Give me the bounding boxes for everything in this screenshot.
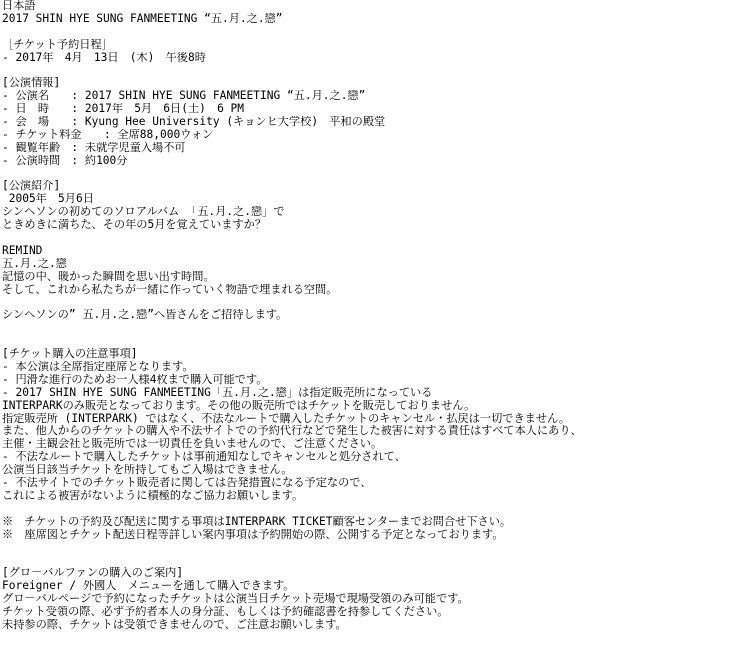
text-line: [2, 64, 736, 77]
text-line: - チケット料金 : 全席88,000ウォン: [2, 128, 214, 141]
text-line: 日本語: [2, 0, 36, 12]
text-line: - 不法なルートで購入したチケットは事前通知なしでキャンセルと処分されて、: [2, 451, 406, 464]
text-line: REMIND: [2, 244, 43, 257]
text-line: 2005年 5月6日: [2, 193, 94, 206]
text-line: ※ チケットの予約及び配送に関する事項はINTERPARK TICKET顧客センターまでお問合せ下さい。: [2, 515, 512, 528]
text-line: そして、これから私たちが一緒に作っていく物語で埋まれる空間。: [2, 283, 338, 296]
text-line: [2, 296, 736, 309]
text-line: - 不法サイトでのチケット販売者に関しては告発措置になる予定なので、: [2, 476, 372, 489]
text-line: [公演紹介]: [2, 180, 61, 193]
text-line: - 2017年 4月 13日 (木) 午後8時: [2, 51, 206, 64]
text-line: [2, 26, 736, 39]
text-line: 未持参の際、チケットは受領できませんので、ご注意お願いします。: [2, 618, 347, 631]
document-body: [2, 0, 736, 632]
text-line: 2017 SHIN HYE SUNG FANMEETING “五.月.之.戀”: [2, 12, 283, 25]
text-line: シンヘソンの” 五.月.之.戀”へ皆さんをご招待します。: [2, 309, 288, 322]
text-line: - 観覧年齢 : 未就学児童入場不可: [2, 141, 186, 154]
text-line: - 円滑な進行のためお一人様4枚まで購入可能です。: [2, 373, 268, 386]
text-line: - 公演時間 : 約100分: [2, 154, 128, 167]
text-line: [2, 168, 736, 181]
text-line: ときめきに満ちた、その年の5月を覚えていますか？: [2, 219, 267, 232]
text-line: これによる被害がないように積極的なご協力お願いします。: [2, 489, 304, 502]
text-line: - 日 時 : 2017年 5月 6日(土) 6 PM: [2, 103, 245, 116]
text-line: 記憶の中、暖かった瞬間を思い出す時間。: [2, 270, 215, 283]
text-line: [2, 503, 736, 516]
text-line: ※ 座席図とチケット配送日程等詳しい案内事項は予約開始の際、公開する予定となっております。: [2, 528, 504, 541]
text-line: Foreigner / 外國人 メニューを通して購入できます。: [2, 580, 295, 593]
text-line: シンヘソンの初めてのソロアルバム 「五.月.之.戀」で: [2, 206, 285, 219]
text-line: - 本公演は全席指定座席となります。: [2, 360, 194, 373]
text-line: - 会 場 : Kyung Hee University (キョンヒ大学校) 平和の殿堂: [2, 116, 386, 129]
text-line: [2, 232, 736, 245]
text-line: [2, 322, 736, 335]
text-line: 公演当日該当チケットを所持してもご入場はできません。: [2, 464, 293, 477]
text-line: - 公演名 : 2017 SHIN HYE SUNG FANMEETING “五.月.之.戀”: [2, 90, 366, 103]
text-line: INTERPARKのみ販売となっております。その他の販売所ではチケットを販売しておりません。: [2, 399, 476, 412]
text-line: [2, 541, 736, 554]
text-line: 五.月.之.戀: [2, 257, 67, 270]
text-line: 主催・主観会社と販売所では一切責任を負いませんので、ご注意ください。: [2, 438, 383, 451]
text-line: [グロ－バルファンの購入のご案内]: [2, 567, 184, 580]
text-line: - 2017 SHIN HYE SUNG FANMEETING「五.月.之.戀」は指定販売所になっている: [2, 386, 433, 399]
text-line: [2, 554, 736, 567]
text-line: グロ－バルページで予約になったチケットは公演当日チケット売場で現場受領のみ可能です。: [2, 592, 469, 605]
text-line: チケット受領の際、必ず予約者本人の身分証、もしくは予約確認書を持参してください。: [2, 605, 449, 618]
text-line: [チケット購入の注意事項]: [2, 348, 138, 361]
text-line: ［チケット予約日程］: [2, 38, 113, 51]
text-line: [公演情報]: [2, 77, 61, 90]
text-line: [2, 335, 736, 348]
text-line: また、他人からのチケットの購入や不法サイトでの予約代行などで発生した被害に対する責任はすべて本人にあり、: [2, 425, 582, 438]
text-line: 指定販売所 (INTERPARK) ではなく、不法なルートで購入したチケットのキャンセル・払戻は一切できません。: [2, 412, 571, 425]
